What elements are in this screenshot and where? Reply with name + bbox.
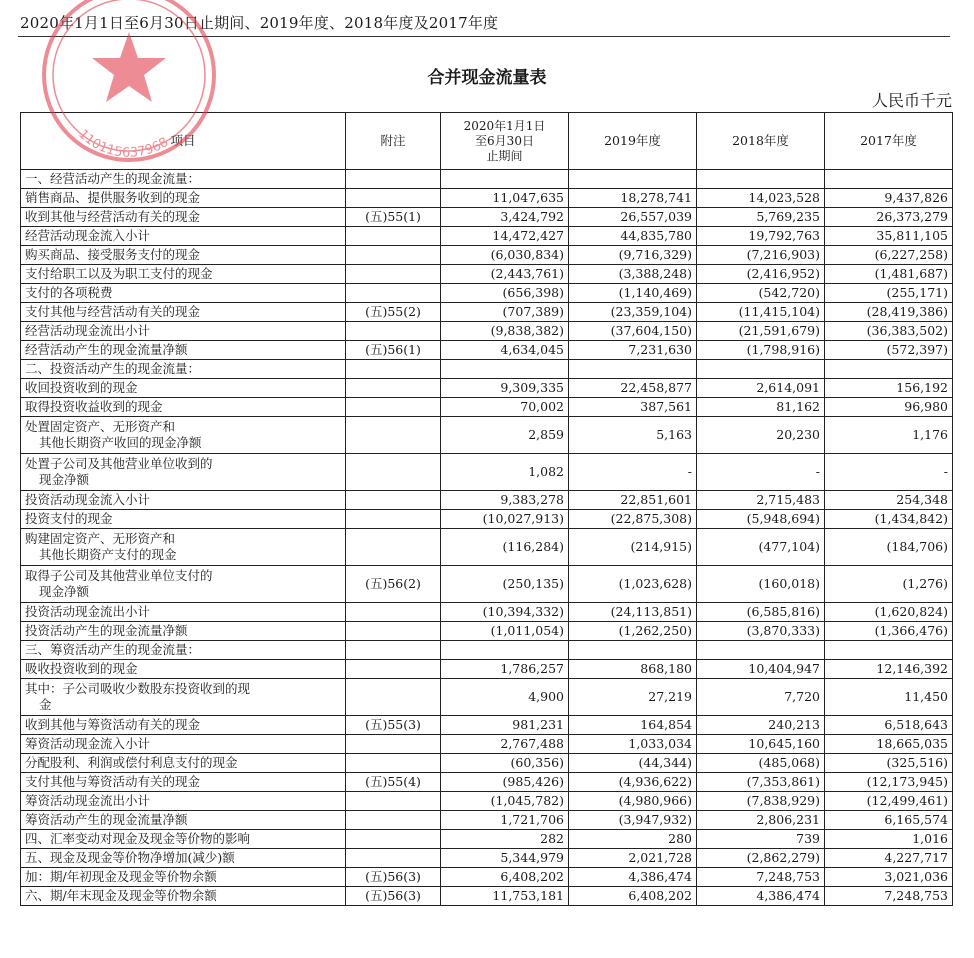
row-note [346, 792, 441, 811]
column-header-2017: 2017年度 [825, 113, 953, 170]
row-value: 981,231 [441, 716, 569, 735]
table-row [21, 246, 953, 265]
table-row [21, 454, 953, 491]
row-value: 11,753,181 [441, 887, 569, 906]
table-row [21, 811, 953, 830]
row-value: 4,386,474 [569, 868, 697, 887]
row-label-line: 分配股利、利润或偿付利息支付的现金 [25, 755, 238, 770]
row-value: 35,811,105 [825, 227, 953, 246]
row-label-line: 投资活动现金流出小计 [25, 604, 151, 619]
table-row [21, 660, 953, 679]
column-header-2018: 2018年度 [697, 113, 825, 170]
row-value: 10,404,947 [697, 660, 825, 679]
row-value: (1,011,054) [441, 622, 569, 641]
row-label-line: 筹资活动现金流入小计 [25, 736, 151, 751]
row-value: 9,383,278 [441, 491, 569, 510]
row-value: (116,284) [441, 529, 569, 566]
row-label-line: 一、经营活动产生的现金流量： [25, 171, 201, 186]
row-note [346, 641, 441, 660]
row-label-line: 投资活动现金流入小计 [25, 492, 151, 507]
row-value: (1,262,250) [569, 622, 697, 641]
row-value: (3,870,333) [697, 622, 825, 641]
row-value: 26,557,039 [569, 208, 697, 227]
row-value [441, 360, 569, 379]
row-value: 2,859 [441, 417, 569, 454]
row-label-line: 支付给职工以及为职工支付的现金 [25, 266, 213, 281]
row-label [21, 189, 346, 208]
row-value: 2,715,483 [697, 491, 825, 510]
row-label-line: 投资支付的现金 [25, 511, 113, 526]
row-note [346, 679, 441, 716]
row-label [21, 641, 346, 660]
row-value: 2,021,728 [569, 849, 697, 868]
row-label-line: 筹资活动产生的现金流量净额 [25, 812, 188, 827]
row-value: (6,585,816) [697, 603, 825, 622]
row-value: (2,862,279) [697, 849, 825, 868]
row-value: 5,163 [569, 417, 697, 454]
row-label-line: 收回投资收到的现金 [25, 380, 138, 395]
row-value: 4,227,717 [825, 849, 953, 868]
row-value: 1,721,706 [441, 811, 569, 830]
row-value [569, 360, 697, 379]
row-note [346, 529, 441, 566]
row-label [21, 830, 346, 849]
row-value [825, 641, 953, 660]
column-header-2019: 2019年度 [569, 113, 697, 170]
row-value: (11,415,104) [697, 303, 825, 322]
row-value [825, 170, 953, 189]
row-label [21, 754, 346, 773]
row-value: 280 [569, 830, 697, 849]
row-note [346, 227, 441, 246]
row-value [569, 170, 697, 189]
row-value: 6,165,574 [825, 811, 953, 830]
table-row [21, 529, 953, 566]
row-note [346, 622, 441, 641]
row-value: 4,386,474 [697, 887, 825, 906]
row-label [21, 303, 346, 322]
row-note [346, 603, 441, 622]
row-label [21, 660, 346, 679]
table-row [21, 679, 953, 716]
row-value: 6,408,202 [569, 887, 697, 906]
row-value: (7,216,903) [697, 246, 825, 265]
row-label [21, 735, 346, 754]
row-label-line-2: 现金净额 [39, 472, 90, 487]
row-label [21, 417, 346, 454]
row-label-line: 其中：子公司吸收少数股东投资收到的现 [25, 681, 251, 696]
row-value: 6,518,643 [825, 716, 953, 735]
row-value: 1,033,034 [569, 735, 697, 754]
row-value: (10,394,332) [441, 603, 569, 622]
table-header-row [21, 113, 953, 170]
row-label [21, 566, 346, 603]
row-note: (五)55(4) [346, 773, 441, 792]
row-value: 2,806,231 [697, 811, 825, 830]
table-row [21, 887, 953, 906]
row-value [441, 170, 569, 189]
row-value: (2,416,952) [697, 265, 825, 284]
currency-unit: 人民币千元 [871, 91, 952, 110]
row-label [21, 398, 346, 417]
row-label-line: 二、投资活动产生的现金流量： [25, 361, 201, 376]
row-value: (10,027,913) [441, 510, 569, 529]
row-label-line-2: 金 [39, 697, 52, 712]
row-label [21, 773, 346, 792]
row-note [346, 379, 441, 398]
row-label [21, 679, 346, 716]
row-value: (250,135) [441, 566, 569, 603]
row-value: 9,437,826 [825, 189, 953, 208]
row-note: (五)55(2) [346, 303, 441, 322]
row-note [346, 265, 441, 284]
row-note: (五)56(2) [346, 566, 441, 603]
row-note [346, 735, 441, 754]
row-value: 7,248,753 [697, 868, 825, 887]
table-row [21, 849, 953, 868]
row-value [825, 360, 953, 379]
row-label [21, 341, 346, 360]
row-label-line: 取得子公司及其他营业单位支付的 [25, 568, 213, 583]
row-value: 26,373,279 [825, 208, 953, 227]
row-value: 96,980 [825, 398, 953, 417]
row-note [346, 830, 441, 849]
table-row [21, 208, 953, 227]
row-value [441, 641, 569, 660]
row-value: 19,792,763 [697, 227, 825, 246]
row-value [697, 641, 825, 660]
row-value: (7,838,929) [697, 792, 825, 811]
row-value: (44,344) [569, 754, 697, 773]
row-value: 14,472,427 [441, 227, 569, 246]
row-value: (22,875,308) [569, 510, 697, 529]
row-label-line: 经营活动现金流入小计 [25, 228, 151, 243]
row-value: (255,171) [825, 284, 953, 303]
row-label-line: 收到其他与筹资活动有关的现金 [25, 717, 201, 732]
row-value: (1,023,628) [569, 566, 697, 603]
row-value: 164,854 [569, 716, 697, 735]
row-label-line: 经营活动产生的现金流量净额 [25, 342, 188, 357]
row-value: 22,851,601 [569, 491, 697, 510]
row-value: (5,948,694) [697, 510, 825, 529]
row-label [21, 792, 346, 811]
row-value: (572,397) [825, 341, 953, 360]
column-header-2020h1: 2020年1月1日 至6月30日 止期间 [441, 113, 569, 170]
row-label [21, 265, 346, 284]
row-value: (23,359,104) [569, 303, 697, 322]
row-value: (477,104) [697, 529, 825, 566]
row-value: (1,366,476) [825, 622, 953, 641]
row-value: 1,082 [441, 454, 569, 491]
table-row [21, 566, 953, 603]
row-label-line: 支付的各项税费 [25, 285, 113, 300]
row-value: (1,045,782) [441, 792, 569, 811]
row-note [346, 284, 441, 303]
row-label-line: 六、期/年末现金及现金等价物余额 [25, 888, 217, 903]
row-label [21, 603, 346, 622]
row-label [21, 887, 346, 906]
row-value: 14,023,528 [697, 189, 825, 208]
row-value: 9,309,335 [441, 379, 569, 398]
seal-number: 110115637968 [75, 126, 172, 161]
row-value: 1,786,257 [441, 660, 569, 679]
row-value: 6,408,202 [441, 868, 569, 887]
row-value: (9,838,382) [441, 322, 569, 341]
row-label [21, 716, 346, 735]
table-row [21, 227, 953, 246]
row-value: (1,276) [825, 566, 953, 603]
row-value: 2,767,488 [441, 735, 569, 754]
row-value: (160,018) [697, 566, 825, 603]
table-row [21, 773, 953, 792]
row-label [21, 454, 346, 491]
row-value: (1,798,916) [697, 341, 825, 360]
row-label-line: 经营活动现金流出小计 [25, 323, 151, 338]
row-value: (3,388,248) [569, 265, 697, 284]
row-note [346, 849, 441, 868]
row-label [21, 379, 346, 398]
row-value: (9,716,329) [569, 246, 697, 265]
row-label-line: 三、筹资活动产生的现金流量： [25, 642, 201, 657]
row-note [346, 170, 441, 189]
row-value: (542,720) [697, 284, 825, 303]
row-value [697, 170, 825, 189]
period-header: 2020年1月1日至6月30日止期间、2019年度、2018年度及2017年度 [20, 14, 499, 32]
row-label [21, 529, 346, 566]
row-label-line: 加：期/年初现金及现金等价物余额 [25, 869, 217, 884]
row-value: (4,936,622) [569, 773, 697, 792]
table-row [21, 735, 953, 754]
row-label-line: 四、汇率变动对现金及现金等价物的影响 [25, 831, 251, 846]
table-row [21, 622, 953, 641]
table-row [21, 398, 953, 417]
row-label [21, 284, 346, 303]
row-value [569, 641, 697, 660]
table-row [21, 491, 953, 510]
statement-title: 合并现金流量表 [427, 68, 547, 88]
row-note [346, 189, 441, 208]
row-label-line: 取得投资收益收到的现金 [25, 399, 163, 414]
row-value: 44,835,780 [569, 227, 697, 246]
row-value: 18,665,035 [825, 735, 953, 754]
row-value: (325,516) [825, 754, 953, 773]
row-note [346, 811, 441, 830]
row-value: (3,947,932) [569, 811, 697, 830]
table-row [21, 303, 953, 322]
table-row [21, 830, 953, 849]
row-note [346, 417, 441, 454]
row-value: 739 [697, 830, 825, 849]
row-note: (五)55(3) [346, 716, 441, 735]
row-label-line: 处置子公司及其他营业单位收到的 [25, 456, 213, 471]
row-value: (12,499,461) [825, 792, 953, 811]
row-label [21, 246, 346, 265]
row-label [21, 208, 346, 227]
row-value [697, 360, 825, 379]
row-value: 254,348 [825, 491, 953, 510]
table-row [21, 754, 953, 773]
row-value: 868,180 [569, 660, 697, 679]
table-row [21, 360, 953, 379]
row-value: (1,434,842) [825, 510, 953, 529]
row-note [346, 510, 441, 529]
row-value: 156,192 [825, 379, 953, 398]
row-label [21, 510, 346, 529]
row-value: 2,614,091 [697, 379, 825, 398]
table-row [21, 341, 953, 360]
row-label-line-2: 其他长期资产收回的现金净额 [39, 435, 202, 450]
row-note: (五)56(3) [346, 887, 441, 906]
row-value: (485,068) [697, 754, 825, 773]
row-label [21, 849, 346, 868]
column-header-item: 项目 [21, 113, 346, 170]
row-label-line: 购买商品、接受服务支付的现金 [25, 247, 201, 262]
row-value: 1,176 [825, 417, 953, 454]
row-value: 240,213 [697, 716, 825, 735]
row-value: (6,030,834) [441, 246, 569, 265]
table-row [21, 417, 953, 454]
table-row [21, 716, 953, 735]
table-row [21, 284, 953, 303]
row-value: 5,769,235 [697, 208, 825, 227]
row-value: 4,634,045 [441, 341, 569, 360]
row-value: 3,021,036 [825, 868, 953, 887]
row-value: (37,604,150) [569, 322, 697, 341]
row-label-line: 五、现金及现金等价物净增加(减少)额 [25, 850, 235, 865]
table-row [21, 170, 953, 189]
row-value: 1,016 [825, 830, 953, 849]
table-row [21, 265, 953, 284]
row-label-line: 支付其他与经营活动有关的现金 [25, 304, 201, 319]
row-value: (24,113,851) [569, 603, 697, 622]
row-value: - [697, 454, 825, 491]
row-value: 18,278,741 [569, 189, 697, 208]
row-value: 10,645,160 [697, 735, 825, 754]
table-row [21, 322, 953, 341]
row-value: - [825, 454, 953, 491]
row-note [346, 491, 441, 510]
row-label-line: 筹资活动现金流出小计 [25, 793, 151, 808]
row-label [21, 170, 346, 189]
row-value: 27,219 [569, 679, 697, 716]
row-value: 3,424,792 [441, 208, 569, 227]
row-value: 12,146,392 [825, 660, 953, 679]
row-note [346, 660, 441, 679]
table-row [21, 510, 953, 529]
row-label [21, 491, 346, 510]
row-value: 7,231,630 [569, 341, 697, 360]
header-rule [18, 36, 950, 37]
row-label [21, 322, 346, 341]
table-row [21, 641, 953, 660]
row-value: (28,419,386) [825, 303, 953, 322]
row-label [21, 227, 346, 246]
row-value: (184,706) [825, 529, 953, 566]
row-value: 11,450 [825, 679, 953, 716]
table-row [21, 603, 953, 622]
cash-flow-table [20, 112, 953, 906]
row-value: (36,383,502) [825, 322, 953, 341]
table-row [21, 792, 953, 811]
table-body [21, 170, 953, 906]
row-value: 81,162 [697, 398, 825, 417]
row-value: (707,389) [441, 303, 569, 322]
row-label-line: 投资活动产生的现金流量净额 [25, 623, 188, 638]
row-label-line: 吸收投资收到的现金 [25, 661, 138, 676]
row-value: (1,620,824) [825, 603, 953, 622]
row-label [21, 360, 346, 379]
row-value: (6,227,258) [825, 246, 953, 265]
row-note [346, 398, 441, 417]
row-note [346, 754, 441, 773]
row-note [346, 454, 441, 491]
row-label-line-2: 现金净额 [39, 584, 90, 599]
row-value: 20,230 [697, 417, 825, 454]
row-value: 70,002 [441, 398, 569, 417]
column-header-note: 附注 [346, 113, 441, 170]
row-value: (214,915) [569, 529, 697, 566]
row-value: 282 [441, 830, 569, 849]
table-row [21, 868, 953, 887]
row-label-line: 购建固定资产、无形资产和 [25, 531, 176, 546]
row-value: 4,900 [441, 679, 569, 716]
row-label [21, 868, 346, 887]
row-value: 5,344,979 [441, 849, 569, 868]
table-row [21, 189, 953, 208]
row-value: 7,720 [697, 679, 825, 716]
row-note [346, 246, 441, 265]
row-value: 22,458,877 [569, 379, 697, 398]
row-note: (五)55(1) [346, 208, 441, 227]
row-value: 11,047,635 [441, 189, 569, 208]
row-label-line-2: 其他长期资产支付的现金 [39, 547, 177, 562]
row-value: 387,561 [569, 398, 697, 417]
row-value: (12,173,945) [825, 773, 953, 792]
row-note: (五)56(1) [346, 341, 441, 360]
row-note [346, 322, 441, 341]
row-value: 7,248,753 [825, 887, 953, 906]
row-value: (7,353,861) [697, 773, 825, 792]
row-label [21, 811, 346, 830]
row-value: (21,591,679) [697, 322, 825, 341]
row-label-line: 处置固定资产、无形资产和 [25, 419, 176, 434]
row-value: (985,426) [441, 773, 569, 792]
row-label-line: 销售商品、提供服务收到的现金 [25, 190, 201, 205]
row-value: (60,356) [441, 754, 569, 773]
row-value: (4,980,966) [569, 792, 697, 811]
row-value: (656,398) [441, 284, 569, 303]
row-value: - [569, 454, 697, 491]
row-value: (1,140,469) [569, 284, 697, 303]
row-label [21, 622, 346, 641]
row-value: (2,443,761) [441, 265, 569, 284]
row-note [346, 360, 441, 379]
row-label-line: 支付其他与筹资活动有关的现金 [25, 774, 201, 789]
row-note: (五)56(3) [346, 868, 441, 887]
row-label-line: 收到其他与经营活动有关的现金 [25, 209, 201, 224]
row-value: (1,481,687) [825, 265, 953, 284]
table-row [21, 379, 953, 398]
